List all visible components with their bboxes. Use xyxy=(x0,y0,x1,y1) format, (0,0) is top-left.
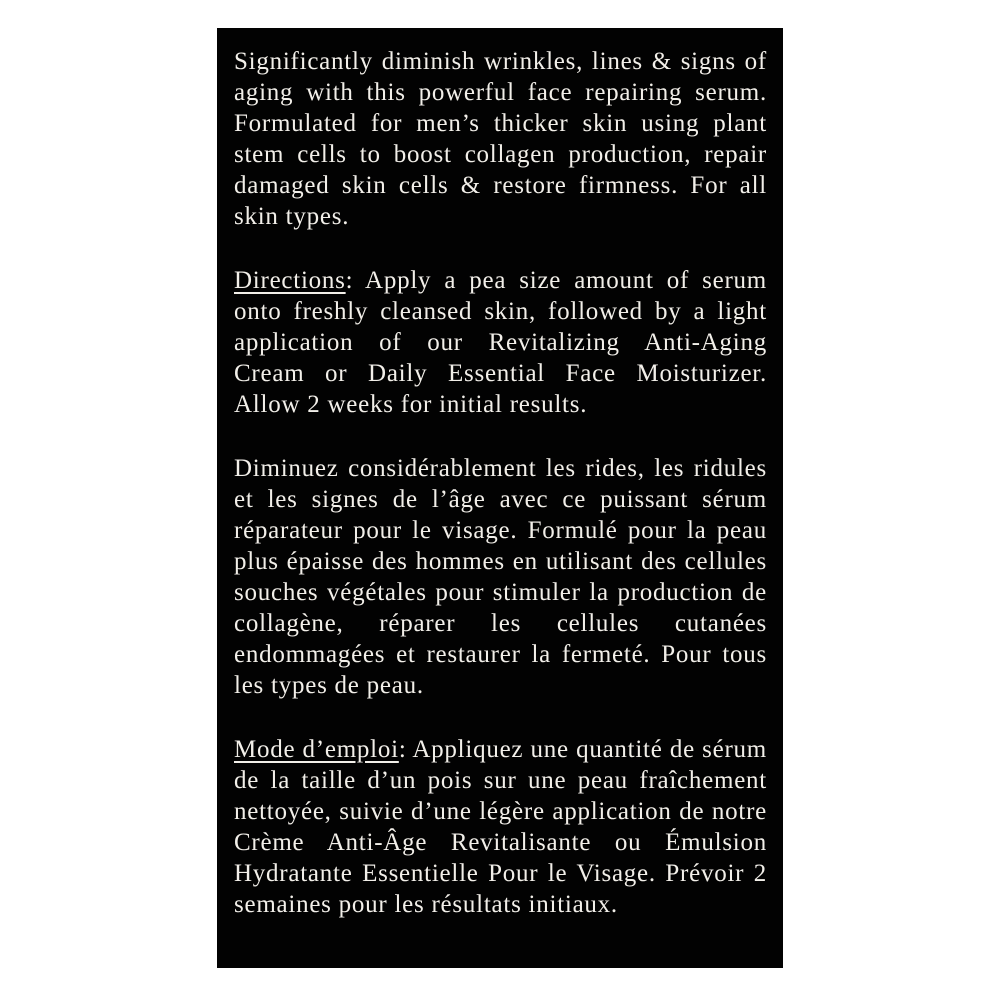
paragraph-english-description xyxy=(234,46,767,232)
product-label-panel xyxy=(217,28,783,968)
mode-demploi-heading: Mode d’emploi xyxy=(234,736,399,763)
label-text-block xyxy=(234,46,767,920)
paragraph-mode-demploi xyxy=(234,734,767,920)
directions-heading: Directions xyxy=(234,267,346,294)
directions-text: : Apply a pea size amount of serum onto freshly cleansed skin, followed by a light application of our Revitalizing Anti-Aging Cream or Daily Essential Face Moisturizer. Allow 2 weeks for initial results. xyxy=(234,267,767,418)
mode-demploi-text: : Appliquez une quantité de sérum de la taille d’un pois sur une peau fraîchement nettoyée, suivie d’une légère application de notre Crème Anti-Âge Revitalisante ou Émulsion Hydratante Essentielle Pour le Visage. Prévoir 2 semaines pour les résultats initiaux. xyxy=(234,736,767,918)
french-description-text: Diminuez considérablement les rides, les ridules et les signes de l’âge avec ce puissant sérum réparateur pour le visage. Formulé pour la peau plus épaisse des hommes en utilisant des cellules souches végétales pour stimuler la production de collagène, réparer les cellules cutanées endommagées et restaurer la fermeté. Pour tous les types de peau. xyxy=(234,455,767,699)
paragraph-directions xyxy=(234,265,767,420)
english-description-text: Significantly diminish wrinkles, lines & signs of aging with this powerful face repairing serum. Formulated for men’s thicker skin using plant stem cells to boost collagen production, repair damaged skin cells & restore firmness. For all skin types. xyxy=(234,48,767,230)
paragraph-french-description xyxy=(234,453,767,701)
